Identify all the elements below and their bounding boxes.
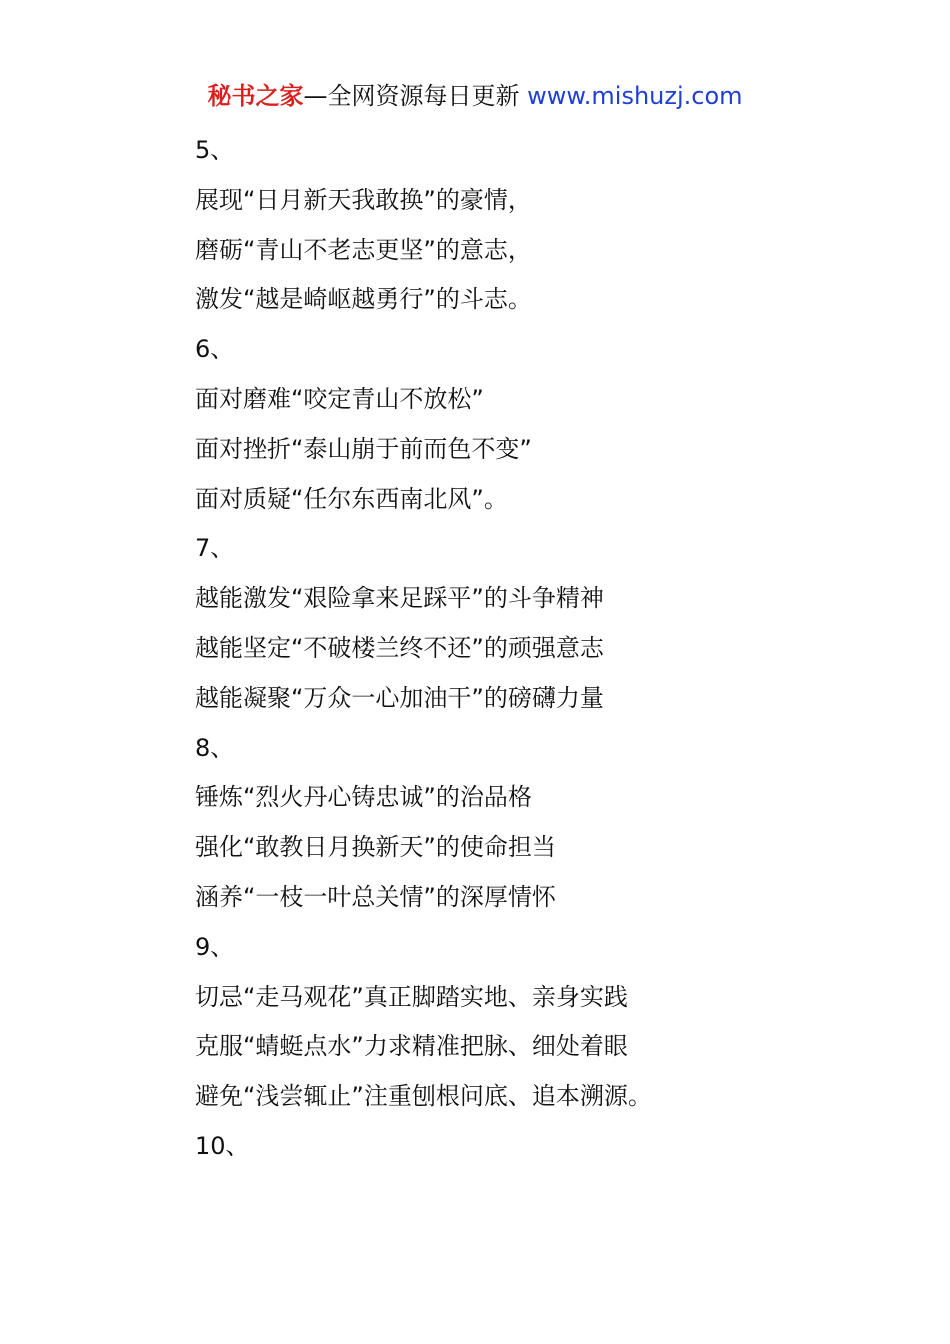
text-line: 越能激发“艰险拿来足踩平”的斗争精神 xyxy=(195,584,604,613)
section-number: 10、 xyxy=(195,1131,250,1160)
text-line: 面对磨难“咬定青山不放松” xyxy=(195,384,484,413)
site-url-link[interactable]: www.mishuzj.com xyxy=(527,82,743,110)
text-line: 克服“蜻蜓点水”力求精准把脉、细处着眼 xyxy=(195,1032,628,1061)
section-number: 7、 xyxy=(195,534,235,563)
text-line: 展现“日月新天我敢换”的豪情， xyxy=(195,185,532,214)
text-line: 切忌“走马观花”真正脚踏实地、亲身实践 xyxy=(195,982,628,1011)
text-line: 强化“敢教日月换新天”的使命担当 xyxy=(195,833,556,862)
site-header xyxy=(0,78,950,114)
text-line: 避免“浅尝辄止”注重刨根问底、追本溯源。 xyxy=(195,1082,652,1111)
text-line: 磨砺“青山不老志更坚”的意志， xyxy=(195,235,532,264)
text-line: 面对质疑“任尔东西南北风”。 xyxy=(195,484,508,513)
text-line: 激发“越是崎岖越勇行”的斗志。 xyxy=(195,285,532,314)
text-line: 涵养“一枝一叶总关情”的深厚情怀 xyxy=(195,882,556,911)
document-body xyxy=(195,126,915,1172)
site-brand: 秘书之家 xyxy=(207,82,304,110)
section-number: 9、 xyxy=(195,932,235,961)
text-line: 锤炼“烈火丹心铸忠诚”的治品格 xyxy=(195,783,532,812)
section-number: 6、 xyxy=(195,335,235,364)
text-line: 面对挫折“泰山崩于前而色不变” xyxy=(195,434,532,463)
section-number: 5、 xyxy=(195,136,235,164)
text-line: 越能坚定“不破楼兰终不还”的顽强意志 xyxy=(195,633,604,662)
text-line: 越能凝聚“万众一心加油干”的磅礴力量 xyxy=(195,683,604,712)
site-tagline: —全网资源每日更新 xyxy=(303,82,528,110)
section-number: 8、 xyxy=(195,733,235,762)
